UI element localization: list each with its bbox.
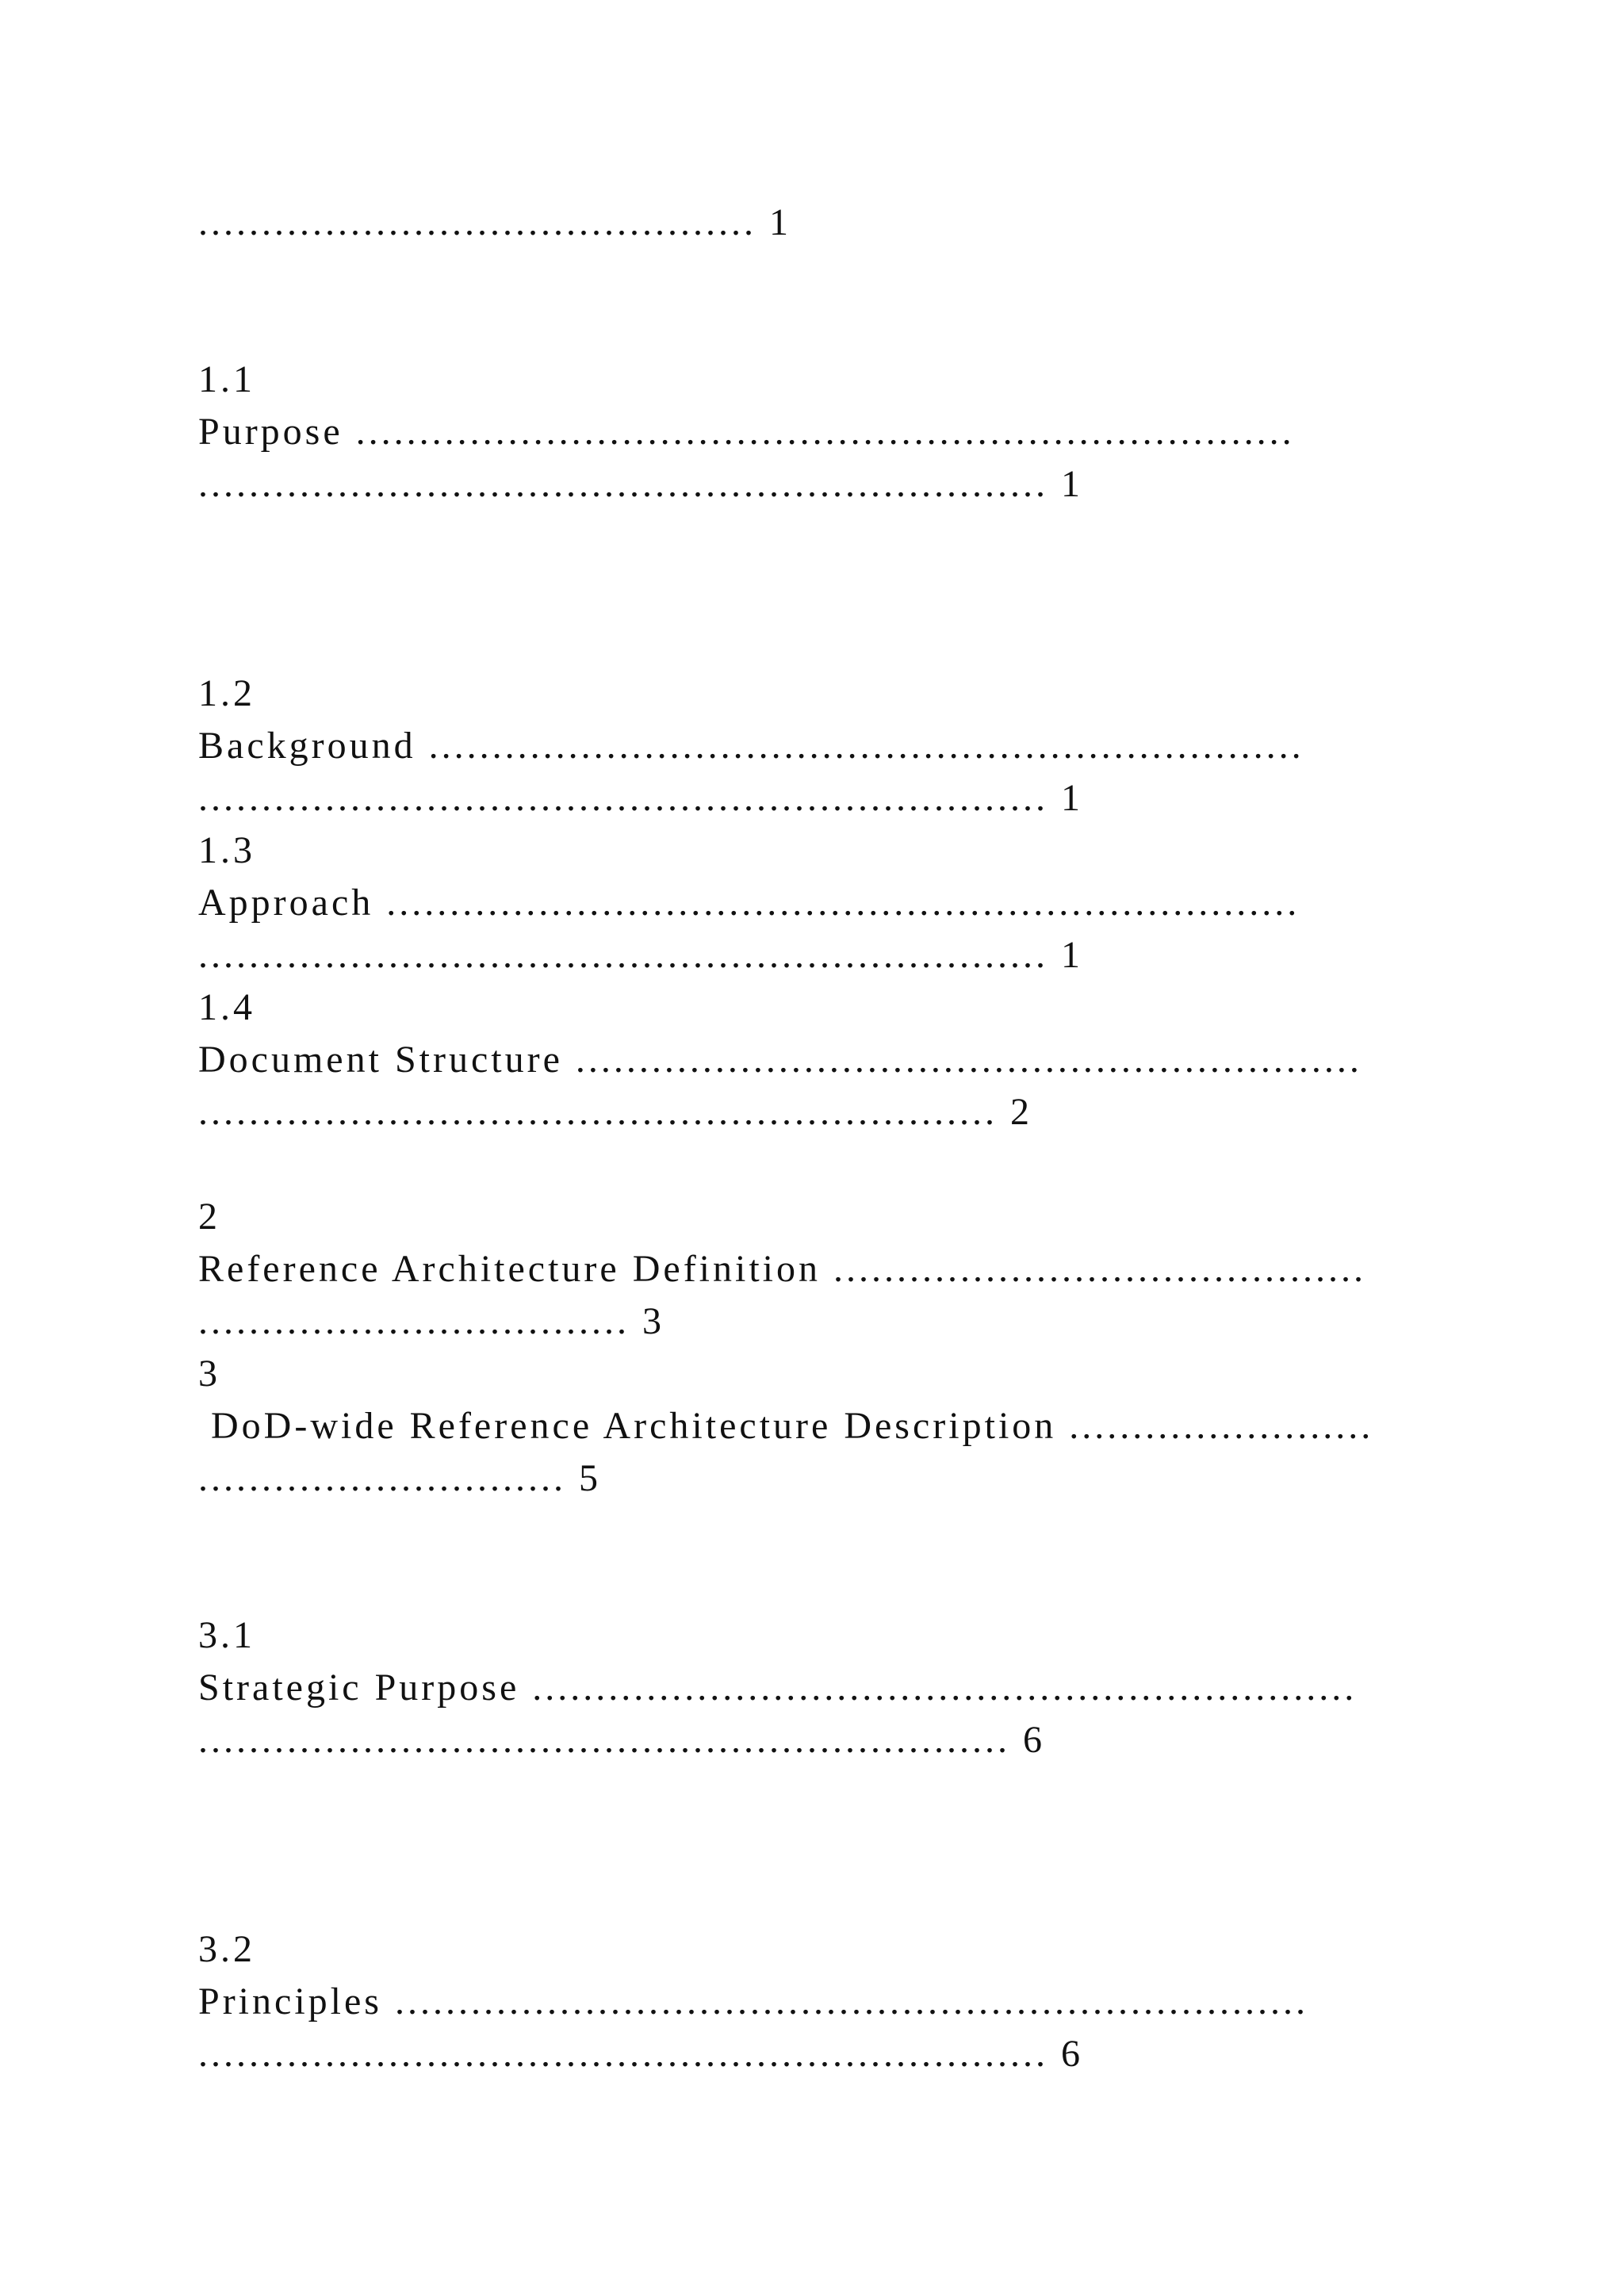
toc-line: .................................. 3 [198,1300,665,1342]
toc-section-number: 2 [198,1196,220,1238]
toc-section-number: 3.1 [198,1614,255,1656]
toc-section-number: 3 [198,1353,220,1395]
toc-line: ................................................................... 1 [198,934,1083,976]
toc-section-number: 1.2 [198,672,255,714]
toc-entry-background: Background ..................................................................... [198,725,1304,767]
toc-entry-strategic-purpose: Strategic Purpose ................................................................. [198,1667,1358,1709]
toc-line: ................................................................... 1 [198,463,1083,505]
toc-line: ................................................................... 1 [198,777,1083,819]
toc-line: ............................. 5 [198,1457,601,1499]
toc-line: ............................................................... 2 [198,1091,1032,1133]
toc-entry-purpose: Purpose .......................................................................... [198,411,1295,453]
toc-entry-approach: Approach ........................................................................ [198,882,1300,924]
toc-line: ................................................................ 6 [198,1719,1045,1761]
toc-entry-document-structure: Document Structure .............................................................. [198,1039,1362,1081]
toc-section-number: 1.1 [198,358,255,400]
toc-entry-dod-wide-reference-architecture-description: DoD-wide Reference Architecture Description ........................ [198,1405,1374,1447]
toc-section-number: 3.2 [198,1928,255,1970]
toc-entry-reference-architecture-definition: Reference Architecture Definition .......................................... [198,1248,1367,1290]
toc-section-number: 1.3 [198,829,255,871]
toc-line: ................................................................... 6 [198,2033,1083,2075]
toc-line: ............................................ 1 [198,201,791,243]
toc-section-number: 1.4 [198,986,255,1028]
toc-entry-principles: Principles ........................................................................ [198,1980,1308,2022]
